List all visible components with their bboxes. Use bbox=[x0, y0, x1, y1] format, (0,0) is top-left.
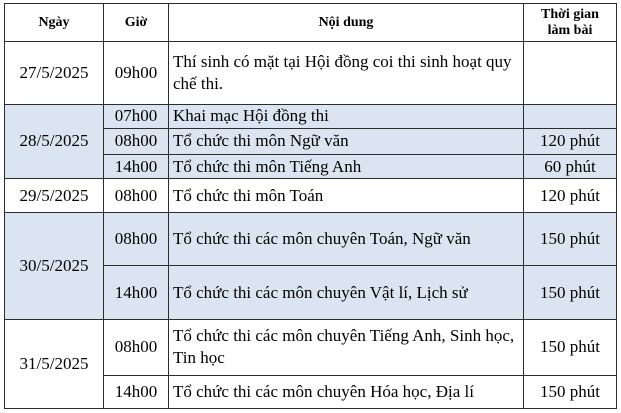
header-time: Giờ bbox=[104, 4, 169, 42]
content-cell: Khai mạc Hội đồng thi bbox=[169, 104, 524, 129]
duration-cell bbox=[524, 42, 617, 105]
content-cell: Tổ chức thi môn Toán bbox=[169, 179, 524, 213]
header-duration-line1: Thời gian bbox=[541, 6, 599, 22]
date-cell: 29/5/2025 bbox=[5, 179, 104, 213]
duration-cell: 150 phút bbox=[524, 376, 617, 409]
header-duration-line2: làm bài bbox=[547, 22, 593, 38]
date-cell: 31/5/2025 bbox=[5, 319, 104, 408]
time-cell: 14h00 bbox=[104, 154, 169, 179]
table-row bbox=[5, 42, 617, 105]
duration-cell: 150 phút bbox=[524, 319, 617, 375]
content-cell: Tổ chức thi các môn chuyên Tiếng Anh, Sinh học, Tin học bbox=[169, 319, 524, 375]
header-duration bbox=[524, 4, 617, 42]
duration-cell: 120 phút bbox=[524, 179, 617, 213]
duration-cell bbox=[524, 104, 617, 129]
content-cell: Thí sinh có mặt tại Hội đồng coi thi sinh hoạt quy chế thi. bbox=[169, 42, 524, 105]
table-row bbox=[5, 179, 617, 213]
content-cell: Tổ chức thi các môn chuyên Vật lí, Lịch sử bbox=[169, 266, 524, 319]
table-row bbox=[5, 104, 617, 129]
exam-schedule-table bbox=[4, 3, 617, 409]
time-cell: 09h00 bbox=[104, 42, 169, 105]
content-cell: Tổ chức thi các môn chuyên Hóa học, Địa lí bbox=[169, 376, 524, 409]
time-cell: 07h00 bbox=[104, 104, 169, 129]
date-cell: 28/5/2025 bbox=[5, 104, 104, 179]
time-cell: 08h00 bbox=[104, 179, 169, 213]
duration-cell: 150 phút bbox=[524, 213, 617, 266]
content-cell: Tổ chức thi môn Tiếng Anh bbox=[169, 154, 524, 179]
content-cell: Tổ chức thi môn Ngữ văn bbox=[169, 129, 524, 155]
table-row bbox=[5, 319, 617, 375]
time-cell: 14h00 bbox=[104, 376, 169, 409]
header-content: Nội dung bbox=[169, 4, 524, 42]
table-row bbox=[5, 213, 617, 266]
duration-cell: 150 phút bbox=[524, 266, 617, 319]
time-cell: 08h00 bbox=[104, 213, 169, 266]
date-cell: 30/5/2025 bbox=[5, 213, 104, 320]
date-cell: 27/5/2025 bbox=[5, 42, 104, 105]
duration-cell: 120 phút bbox=[524, 129, 617, 155]
time-cell: 14h00 bbox=[104, 266, 169, 319]
header-date: Ngày bbox=[5, 4, 104, 42]
duration-cell: 60 phút bbox=[524, 154, 617, 179]
table-header-row bbox=[5, 4, 617, 42]
time-cell: 08h00 bbox=[104, 129, 169, 155]
content-cell: Tổ chức thi các môn chuyên Toán, Ngữ văn bbox=[169, 213, 524, 266]
time-cell: 08h00 bbox=[104, 319, 169, 375]
